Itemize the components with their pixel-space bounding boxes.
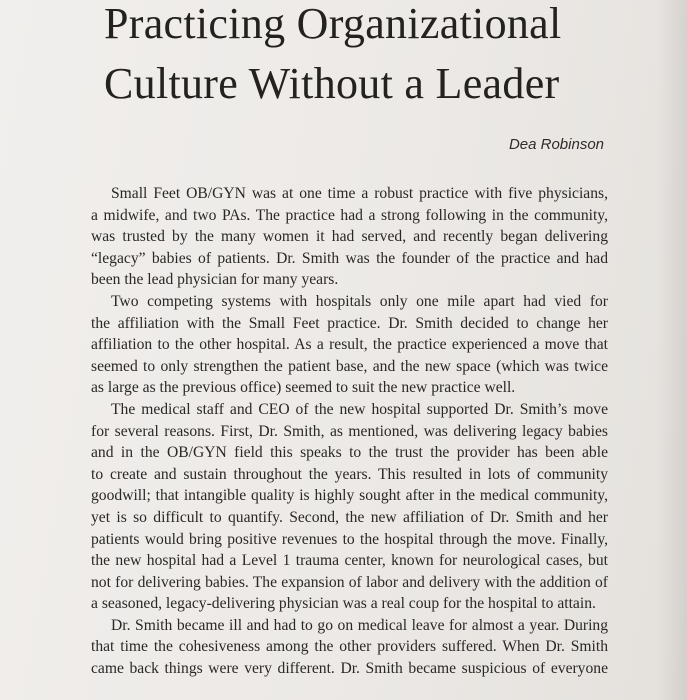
body-line: Dr. Smith became ill and had to go on medical leave for almost a year. During [111,616,608,634]
page-edge-shadow [657,0,687,700]
body-line: was trusted by the many women it had served, and recently began delivering [91,228,608,246]
body-line: patients would bring positive revenues to the hospital through the move. Finally, [91,530,608,548]
body-line: affiliation to the other hospital. As a result, the practice experienced a move that [91,336,608,354]
body-line: not for delivering babies. The expansion of labor and delivery with the addition of [91,573,608,591]
body-line: a seasoned, legacy-delivering physician was a real coup for the hospital to attain. [91,595,596,613]
body-line: for several reasons. First, Dr. Smith, as mentioned, was delivering legacy babies [91,422,608,440]
article-title-line-1: Practicing Organizational [104,0,562,48]
body-line: the affiliation with the Small Feet practice. Dr. Smith decided to change her [91,314,608,332]
article-title-line-2: Culture Without a Leader [104,59,560,108]
article-author: Dea Robinson [508,136,604,153]
body-line: yet is so difficult to quantify. Second, the new affiliation of Dr. Smith and her [91,508,608,526]
body-line: that time the cohesiveness among the other providers suffered. When Dr. Smith [91,638,608,656]
body-line: the new hospital had a Level 1 trauma center, known for neurological cases, but [91,552,608,570]
body-line: came back things were very different. Dr. Smith became suspicious of everyone [91,660,608,678]
body-line: Two competing systems with hospitals only one mile apart had vied for [111,292,608,310]
body-line: a midwife, and two PAs. The practice had a strong following in the community, [91,206,608,224]
article-body [91,183,608,680]
body-line: and in the OB/GYN field this speaks to the trust the provider has been able [91,444,608,462]
body-line: to create and sustain throughout the years. This resulted in lots of community [91,465,608,483]
body-line: goodwill; that intangible quality is highly sought after in the medical community, [91,487,608,505]
body-line: seemed to only strengthen the patient base, and the new space (which was twice [91,357,608,375]
body-line: been the lead physician for many years. [91,271,339,289]
body-line: The medical staff and CEO of the new hospital supported Dr. Smith’s move [111,400,608,418]
article-title [104,0,644,114]
body-line: Small Feet OB/GYN was at one time a robust practice with five physicians, [111,185,608,202]
body-line: “legacy” babies of patients. Dr. Smith was the founder of the practice and had [91,249,608,267]
body-line: as large as the previous office) seemed to suit the new practice well. [91,379,516,397]
